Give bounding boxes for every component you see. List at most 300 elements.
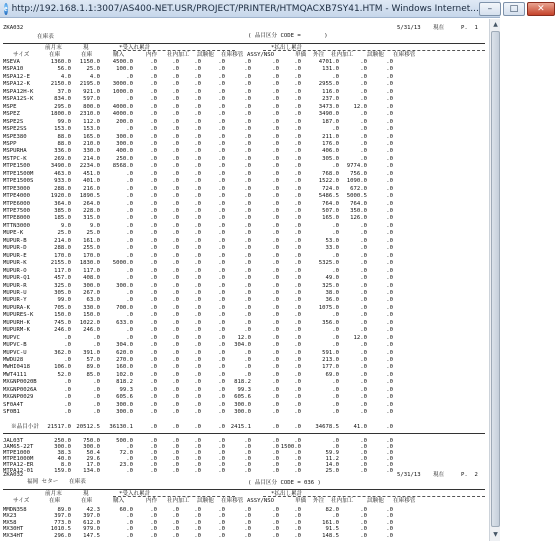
cell-value: .0 [244,260,251,267]
table-row [1,186,488,192]
item-code: MSPURHA [3,148,27,155]
minimize-button[interactable]: – [479,2,501,16]
cell-value: .0 [294,424,301,430]
cell-value: 69.0 [325,371,339,378]
cell-value: 9.0 [60,222,71,229]
cell-value: 633.0 [116,319,133,326]
cell-value: 300.0 [54,443,71,450]
cell-value: 161.0 [322,519,339,526]
cell-value: .0 [93,342,100,349]
cell-value: .0 [360,519,367,526]
cell-value: .0 [64,386,71,393]
cell-value: .0 [386,443,393,450]
cell-value: .0 [218,349,225,356]
cell-value: 12.0 [353,334,367,341]
item-code: MTPE4000 [3,193,30,200]
cell-value: .0 [218,297,225,304]
cell-value: .0 [218,401,225,408]
cell-value: .0 [244,66,251,73]
cell-value: 177.0 [322,364,339,371]
cell-value: .0 [194,394,201,401]
cell-value: .0 [172,513,179,520]
cell-value: .0 [150,252,157,259]
cell-value: .0 [294,260,301,267]
cell-value: .0 [244,178,251,185]
item-code: MUPURH-K [3,319,30,326]
cell-value: 1800.0 [50,111,71,118]
cell-value: .0 [360,461,367,468]
receipts-group-header: *受入れ累計 [119,491,151,497]
cell-value: .0 [294,312,301,319]
cell-value: 165.0 [322,215,339,222]
cell-value: .0 [332,334,339,341]
cell-value: 53.0 [325,237,339,244]
cell-value: .0 [386,155,393,162]
item-code: MWDU28 [3,357,24,363]
cell-value: 818.2 [234,379,251,386]
cell-value: .0 [294,371,301,378]
cell-value: 23.0 [119,461,133,468]
cell-value: .0 [294,140,301,147]
cell-value: .0 [126,126,133,133]
cell-value: .0 [194,519,201,526]
cell-value: .0 [93,409,100,416]
cell-value: .0 [360,73,367,80]
cell-value: .0 [218,507,225,513]
cell-value: .0 [244,267,251,274]
table-row [1,387,488,393]
cell-value: 37.0 [57,88,71,95]
item-code: MXGNP0020B [3,379,37,386]
cell-value: .0 [172,409,179,416]
cell-value: .0 [294,59,301,65]
cell-value: .0 [172,312,179,319]
maximize-button[interactable]: □ [503,2,525,16]
cell-value: .0 [294,532,301,539]
cell-value: 147.5 [83,532,100,539]
cell-value: .0 [172,222,179,229]
cell-value: .0 [272,140,279,147]
cell-value: .0 [93,379,100,386]
cell-value: .0 [172,96,179,103]
cell-value: .0 [172,59,179,65]
cell-value: 612.0 [83,519,100,526]
cell-value: .0 [360,133,367,140]
vertical-scrollbar[interactable] [489,19,500,541]
size-header: サイズ [13,498,30,504]
cell-value: 216.0 [83,185,100,192]
cell-value: .0 [386,252,393,259]
cell-value: .0 [126,267,133,274]
window-controls [479,2,555,16]
cell-value: .0 [332,327,339,334]
cell-value: .0 [360,312,367,319]
close-button[interactable]: ✕ [527,2,555,16]
cell-value: .0 [360,443,367,450]
table-row [1,215,488,221]
cell-value: .0 [150,304,157,311]
table-row [1,81,488,87]
cell-value: .0 [386,438,393,444]
item-code: MTPE1000 [3,449,30,456]
cell-value: 5486.5 [318,193,339,200]
cell-value: .0 [150,513,157,520]
cell-value: .0 [194,449,201,456]
cell-value: .0 [194,386,201,393]
window-titlebar [0,0,545,18]
cell-value: 315.0 [83,215,100,222]
cell-value: 126.0 [350,215,367,222]
cell-value: .0 [386,467,393,474]
table-row [1,275,488,281]
cell-value: .0 [294,289,301,296]
cell-value: .0 [194,334,201,341]
cell-value: .0 [150,81,157,88]
cell-value: .0 [272,178,279,185]
cell-value: 620.0 [116,349,133,356]
cell-value: 72.0 [119,449,133,456]
cell-value: .0 [194,118,201,125]
cell-value: .0 [332,513,339,520]
cell-value: .0 [244,200,251,207]
cell-value: .0 [360,364,367,371]
cell-value: 9.0 [89,222,100,229]
cell-value: .0 [244,443,251,450]
cell-value: .0 [194,193,201,200]
item-code: MTPE6000 [3,200,30,207]
cell-value: .0 [150,394,157,401]
cell-value: .0 [360,111,367,118]
cell-value: .0 [172,327,179,334]
table-row [1,238,488,244]
table-row [1,357,488,363]
cell-value: .0 [150,438,157,444]
cell-value: 112.0 [83,118,100,125]
cell-value: .0 [126,215,133,222]
item-code: MSPA12H-K [3,88,34,95]
cell-value: 42.3 [86,507,100,513]
cell-value: .0 [244,312,251,319]
cell-value: .0 [150,424,157,430]
scroll-thumb[interactable] [491,31,500,527]
cell-value: .0 [244,185,251,192]
cell-value: 304.0 [116,342,133,349]
cell-value: .0 [218,443,225,450]
cell-value: 300.0 [234,401,251,408]
prev-month-header: 前月末 [45,491,62,497]
cell-value: .0 [294,455,301,462]
cell-value: .0 [218,252,225,259]
column-label: 在庫移管 [221,52,244,58]
item-code: MSPA12S-K [3,96,34,103]
cell-value: .0 [172,507,179,513]
cell-value: .0 [360,297,367,304]
cell-value: .0 [172,519,179,526]
table-row [1,260,488,266]
report-code: ZKA032 [3,25,24,31]
cell-value: .0 [294,208,301,214]
cell-value: 59.9 [325,449,339,456]
cell-value: 9774.0 [346,163,367,170]
cell-value: .0 [194,289,201,296]
cell-value: .0 [294,467,301,474]
cell-value: .0 [386,208,393,214]
cell-value: .0 [172,185,179,192]
cell-value: 116.0 [322,88,339,95]
cell-value: .0 [126,252,133,259]
cell-value: .0 [272,252,279,259]
cell-value: .0 [194,357,201,363]
cell-value: .0 [172,73,179,80]
table-row [1,119,488,125]
cell-value: .0 [332,222,339,229]
cell-value: .0 [172,401,179,408]
cell-value: .0 [244,163,251,170]
cell-value: .0 [244,148,251,155]
cell-value: 210.0 [83,140,100,147]
table-row [1,394,488,400]
item-code: MWT4111 [3,371,27,378]
cell-value: .0 [360,289,367,296]
category-code: ( 品目区分 CODE = ) [248,33,328,39]
cell-value: .0 [294,401,301,408]
cell-value: .0 [126,526,133,533]
column-label: 在庫移管 [221,498,244,504]
cell-value: .0 [194,245,201,252]
table-row [1,163,488,169]
cell-value: .0 [194,349,201,356]
cell-value: .0 [218,304,225,311]
cell-value: .0 [150,230,157,237]
cell-value: .0 [194,88,201,95]
cell-value: .0 [126,297,133,304]
cell-value: 117.0 [83,267,100,274]
cell-value: .0 [150,443,157,450]
cell-value: 1010.5 [50,526,71,533]
cell-value: .0 [150,455,157,462]
cell-value: .0 [194,200,201,207]
cell-value: 507.0 [322,208,339,214]
column-label: 在庫移管 [393,52,416,58]
cell-value: 1090.0 [346,178,367,185]
cell-value: .0 [172,193,179,200]
cell-value: .0 [218,386,225,393]
cell-value: 250.0 [116,155,133,162]
header-divider [3,43,485,44]
scroll-up-icon[interactable]: ▲ [493,21,498,28]
cell-value: 408.0 [83,275,100,282]
cell-value: .0 [386,81,393,88]
cell-value: .0 [244,96,251,103]
item-code: MSPE380 [3,133,27,140]
item-code: MTTN3000 [3,222,30,229]
cell-value: .0 [194,208,201,214]
cell-value: .0 [272,230,279,237]
cell-value: .0 [360,148,367,155]
cell-value: .0 [332,409,339,416]
cell-value: .0 [126,455,133,462]
cell-value: .0 [386,394,393,401]
cell-value: .0 [194,297,201,304]
column-label: 社内加工 [167,498,190,504]
cell-value: 406.0 [322,148,339,155]
cell-value: .0 [150,461,157,468]
cell-value: .0 [360,96,367,103]
table-row [1,372,488,378]
cell-value: .0 [272,260,279,267]
subtotal-label: ※品目小計 [11,424,39,430]
cell-value: .0 [272,237,279,244]
cell-value: .0 [150,103,157,110]
cell-value: .0 [294,507,301,513]
cell-value: .0 [126,200,133,207]
cell-value: 296.0 [54,532,71,539]
cell-value: .0 [272,449,279,456]
cell-value: .0 [294,438,301,444]
table-row [1,312,488,318]
cell-value: .0 [332,379,339,386]
cell-value: .0 [244,237,251,244]
cell-value: .0 [272,386,279,393]
cell-value: .0 [386,461,393,468]
item-code: MTPE8000 [3,215,30,222]
item-code: SF0A4T [3,401,24,408]
cell-value: 933.0 [54,178,71,185]
cell-value: .0 [244,193,251,200]
cell-value: .0 [126,230,133,237]
cell-value: 213.0 [322,357,339,363]
cell-value: .0 [332,342,339,349]
cell-value: .0 [244,208,251,214]
cell-value: .0 [172,103,179,110]
cell-value: 211.0 [322,133,339,140]
cell-value: .0 [126,327,133,334]
cell-value: 921.0 [83,88,100,95]
cell-value: 170.0 [54,252,71,259]
item-code: JAM65-22T [3,443,34,450]
item-code: MUPUR-Y [3,297,27,304]
cell-value: .0 [294,394,301,401]
cell-value: .0 [360,59,367,65]
cell-value: .0 [244,467,251,474]
cell-value: 20512.5 [76,424,100,430]
cell-value: 25.0 [325,467,339,474]
cell-value: .0 [194,379,201,386]
item-code: MX23 [3,513,17,520]
cell-value: .0 [172,364,179,371]
scroll-down-icon[interactable]: ▼ [493,531,498,538]
cell-value: 170.0 [83,252,100,259]
item-code: MTPA12-01 [3,467,34,474]
cell-value: .0 [386,401,393,408]
cell-value: .0 [150,386,157,393]
cell-value: .0 [360,526,367,533]
cell-value: .0 [272,526,279,533]
cell-value: .0 [272,111,279,118]
cell-value: 304.0 [234,342,251,349]
cell-value: .0 [244,282,251,289]
item-code: MUPUR-B [3,237,27,244]
cell-value: .0 [150,289,157,296]
table-row [1,178,488,184]
cell-value: .0 [172,163,179,170]
cell-value: 1022.0 [79,319,100,326]
cell-value: .0 [386,297,393,304]
cell-value: .0 [218,237,225,244]
cell-value: .0 [244,81,251,88]
cell-value: .0 [386,59,393,65]
cell-value: .0 [150,379,157,386]
cell-value: .0 [172,319,179,326]
cell-value: .0 [272,222,279,229]
prev-stock-header: 在庫 [49,498,61,504]
cell-value: .0 [172,88,179,95]
cell-value: 200.0 [116,118,133,125]
cell-value: .0 [218,245,225,252]
issues-underline [263,496,485,497]
issues-group-header: *払出し累計 [271,45,303,51]
table-row [1,134,488,140]
cell-value: .0 [150,364,157,371]
issues-group-header: *払出し累計 [271,491,303,497]
cell-value: 1075.0 [318,304,339,311]
category-code-2: ( 品目区分 CODE = 036 ) [248,480,321,486]
receipts-group-header: *受入れ累計 [119,45,151,51]
cell-value: .0 [386,215,393,222]
cell-value: .0 [150,170,157,177]
cell-value: .0 [386,526,393,533]
cell-value: .0 [294,88,301,95]
cell-value: .0 [294,230,301,237]
item-code: MX34HT [3,532,24,539]
cell-value: 12.0 [353,103,367,110]
cell-value: .0 [386,334,393,341]
cell-value: .0 [126,222,133,229]
cell-value: .0 [218,59,225,65]
cell-value: .0 [194,163,201,170]
cell-value: .0 [126,245,133,252]
cell-value: .0 [272,215,279,222]
cell-value: .0 [64,394,71,401]
cell-value: .0 [360,409,367,416]
cell-value: .0 [386,126,393,133]
cell-value: 300.0 [116,133,133,140]
cell-value: .0 [294,461,301,468]
cell-value: .0 [294,103,301,110]
cell-value: .0 [386,364,393,371]
cell-value: .0 [218,193,225,200]
cell-value: .0 [172,126,179,133]
item-code: MMDN358 [3,507,27,513]
cell-value: 1830.0 [79,260,100,267]
cell-value: .0 [194,461,201,468]
cell-value: 1360.0 [50,59,71,65]
cell-value: .0 [294,513,301,520]
cell-value: .0 [332,73,339,80]
cell-value: 36130.1 [109,424,133,430]
item-code: MUPUR-O [3,267,27,274]
cell-value: .0 [150,282,157,289]
cell-value: 267.0 [83,289,100,296]
cell-value: 2150.0 [50,81,71,88]
page-number: P. 1 [461,25,478,31]
cell-value: .0 [272,443,279,450]
cell-value: .0 [244,111,251,118]
cell-value: .0 [360,155,367,162]
item-code: MTPA12-ER [3,461,34,468]
item-code: MSPA12-K [3,81,30,88]
cell-value: .0 [294,245,301,252]
